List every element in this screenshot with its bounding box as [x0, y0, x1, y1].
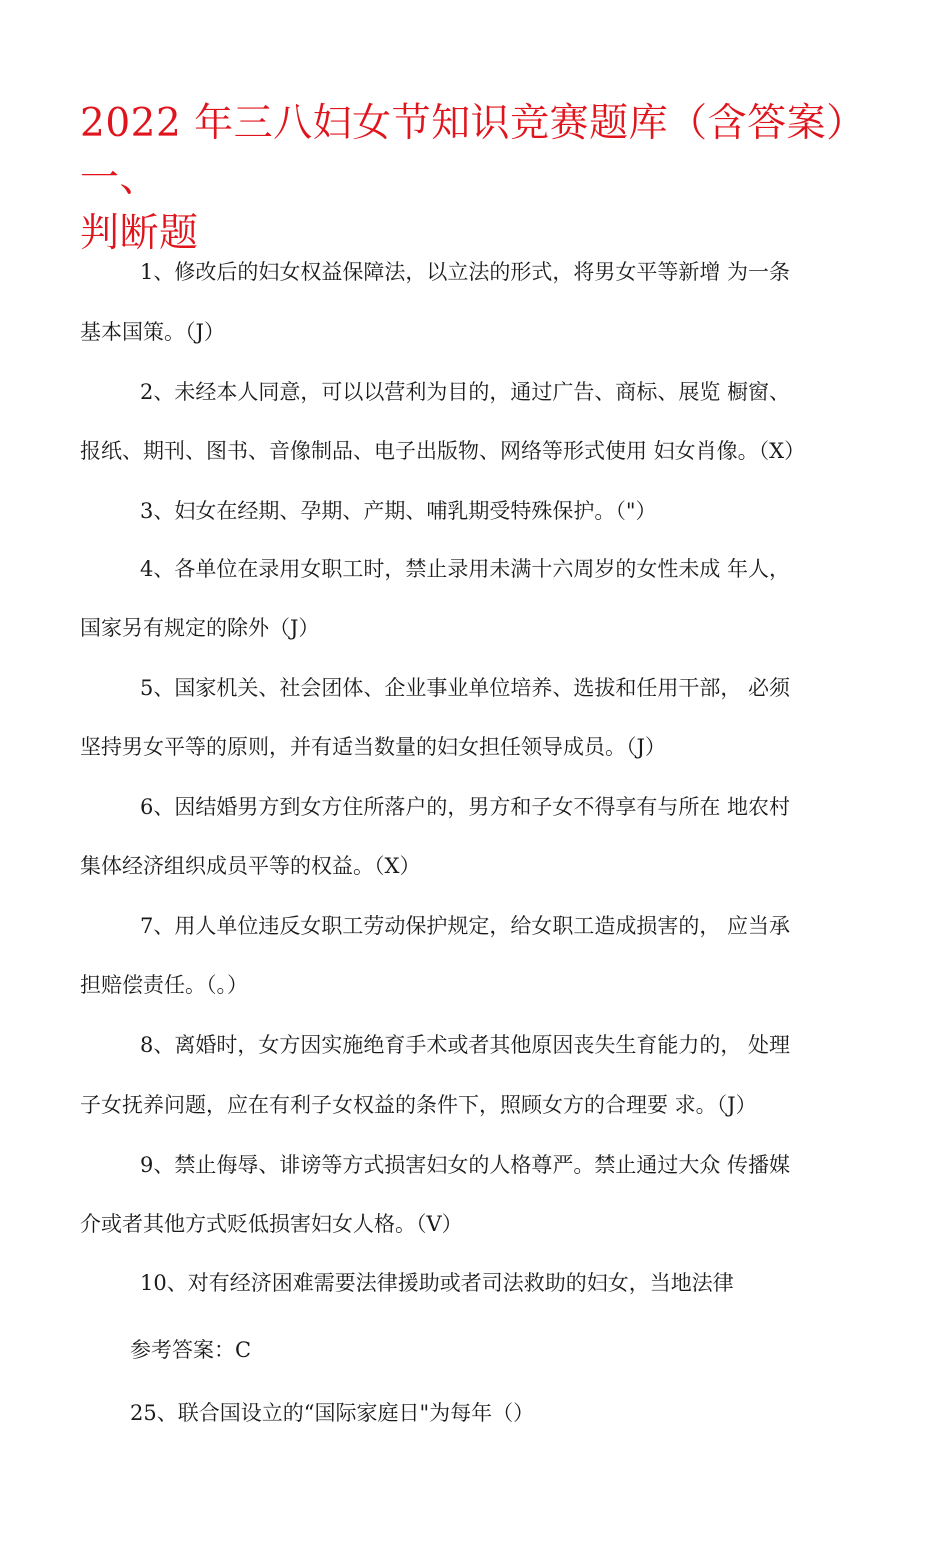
reference-answer: 参考答案：C — [130, 1338, 252, 1362]
question-9-line-2: 介或者其他方式贬低损害妇女人格。（V） — [80, 1212, 463, 1236]
title-line-2: 判断题 — [80, 211, 199, 256]
question-8-line-2: 子女抚养问题，应在有利子女权益的条件下，照顾女方的合理要 求。（J） — [80, 1093, 757, 1117]
question-2-line-1: 2、未经本人同意，可以以营利为目的，通过广告、商标、展览 橱窗、 — [140, 380, 791, 404]
question-6-line-2: 集体经济组织成员平等的权益。（X） — [80, 854, 421, 878]
question-8-line-1: 8、离婚时，女方因实施绝育手术或者其他原因丧失生育能力的， 处理 — [140, 1033, 791, 1057]
question-4-line-1: 4、各单位在录用女职工时，禁止录用未满十六周岁的女性未成 年人， — [140, 557, 791, 581]
question-2-line-2: 报纸、期刊、图书、音像制品、电子出版物、网络等形式使用 妇女肖像。（X） — [80, 439, 806, 463]
question-9-line-1: 9、禁止侮辱、诽谤等方式损害妇女的人格尊严。禁止通过大众 传播媒 — [140, 1153, 791, 1177]
title-line-1: 2022 年三八妇女节知识竞赛题库（含答案）一、 — [80, 101, 866, 201]
question-1-line-2: 基本国策。（J） — [80, 320, 225, 344]
question-4-line-2: 国家另有规定的除外（J） — [80, 616, 320, 640]
document-title — [80, 96, 930, 261]
question-25-line-1: 25、联合国设立的“国际家庭日"为每年（） — [130, 1401, 535, 1425]
question-7-line-2: 担赔偿责任。（。） — [80, 973, 248, 997]
question-3-line-1: 3、妇女在经期、孕期、产期、哺乳期受特殊保护。（"） — [140, 499, 657, 523]
question-1-line-1: 1、修改后的妇女权益保障法，以立法的形式，将男女平等新增 为一条 — [140, 260, 791, 284]
question-10-line-1: 10、对有经济困难需要法律援助或者司法救助的妇女，当地法律 — [140, 1271, 734, 1295]
question-7-line-1: 7、用人单位违反女职工劳动保护规定，给女职工造成损害的， 应当承 — [140, 914, 791, 938]
question-5-line-1: 5、国家机关、社会团体、企业事业单位培养、选拔和任用干部， 必须 — [140, 676, 791, 700]
question-6-line-1: 6、因结婚男方到女方住所落户的，男方和子女不得享有与所在 地农村 — [140, 795, 791, 819]
question-5-line-2: 坚持男女平等的原则，并有适当数量的妇女担任领导成员。（J） — [80, 735, 666, 759]
